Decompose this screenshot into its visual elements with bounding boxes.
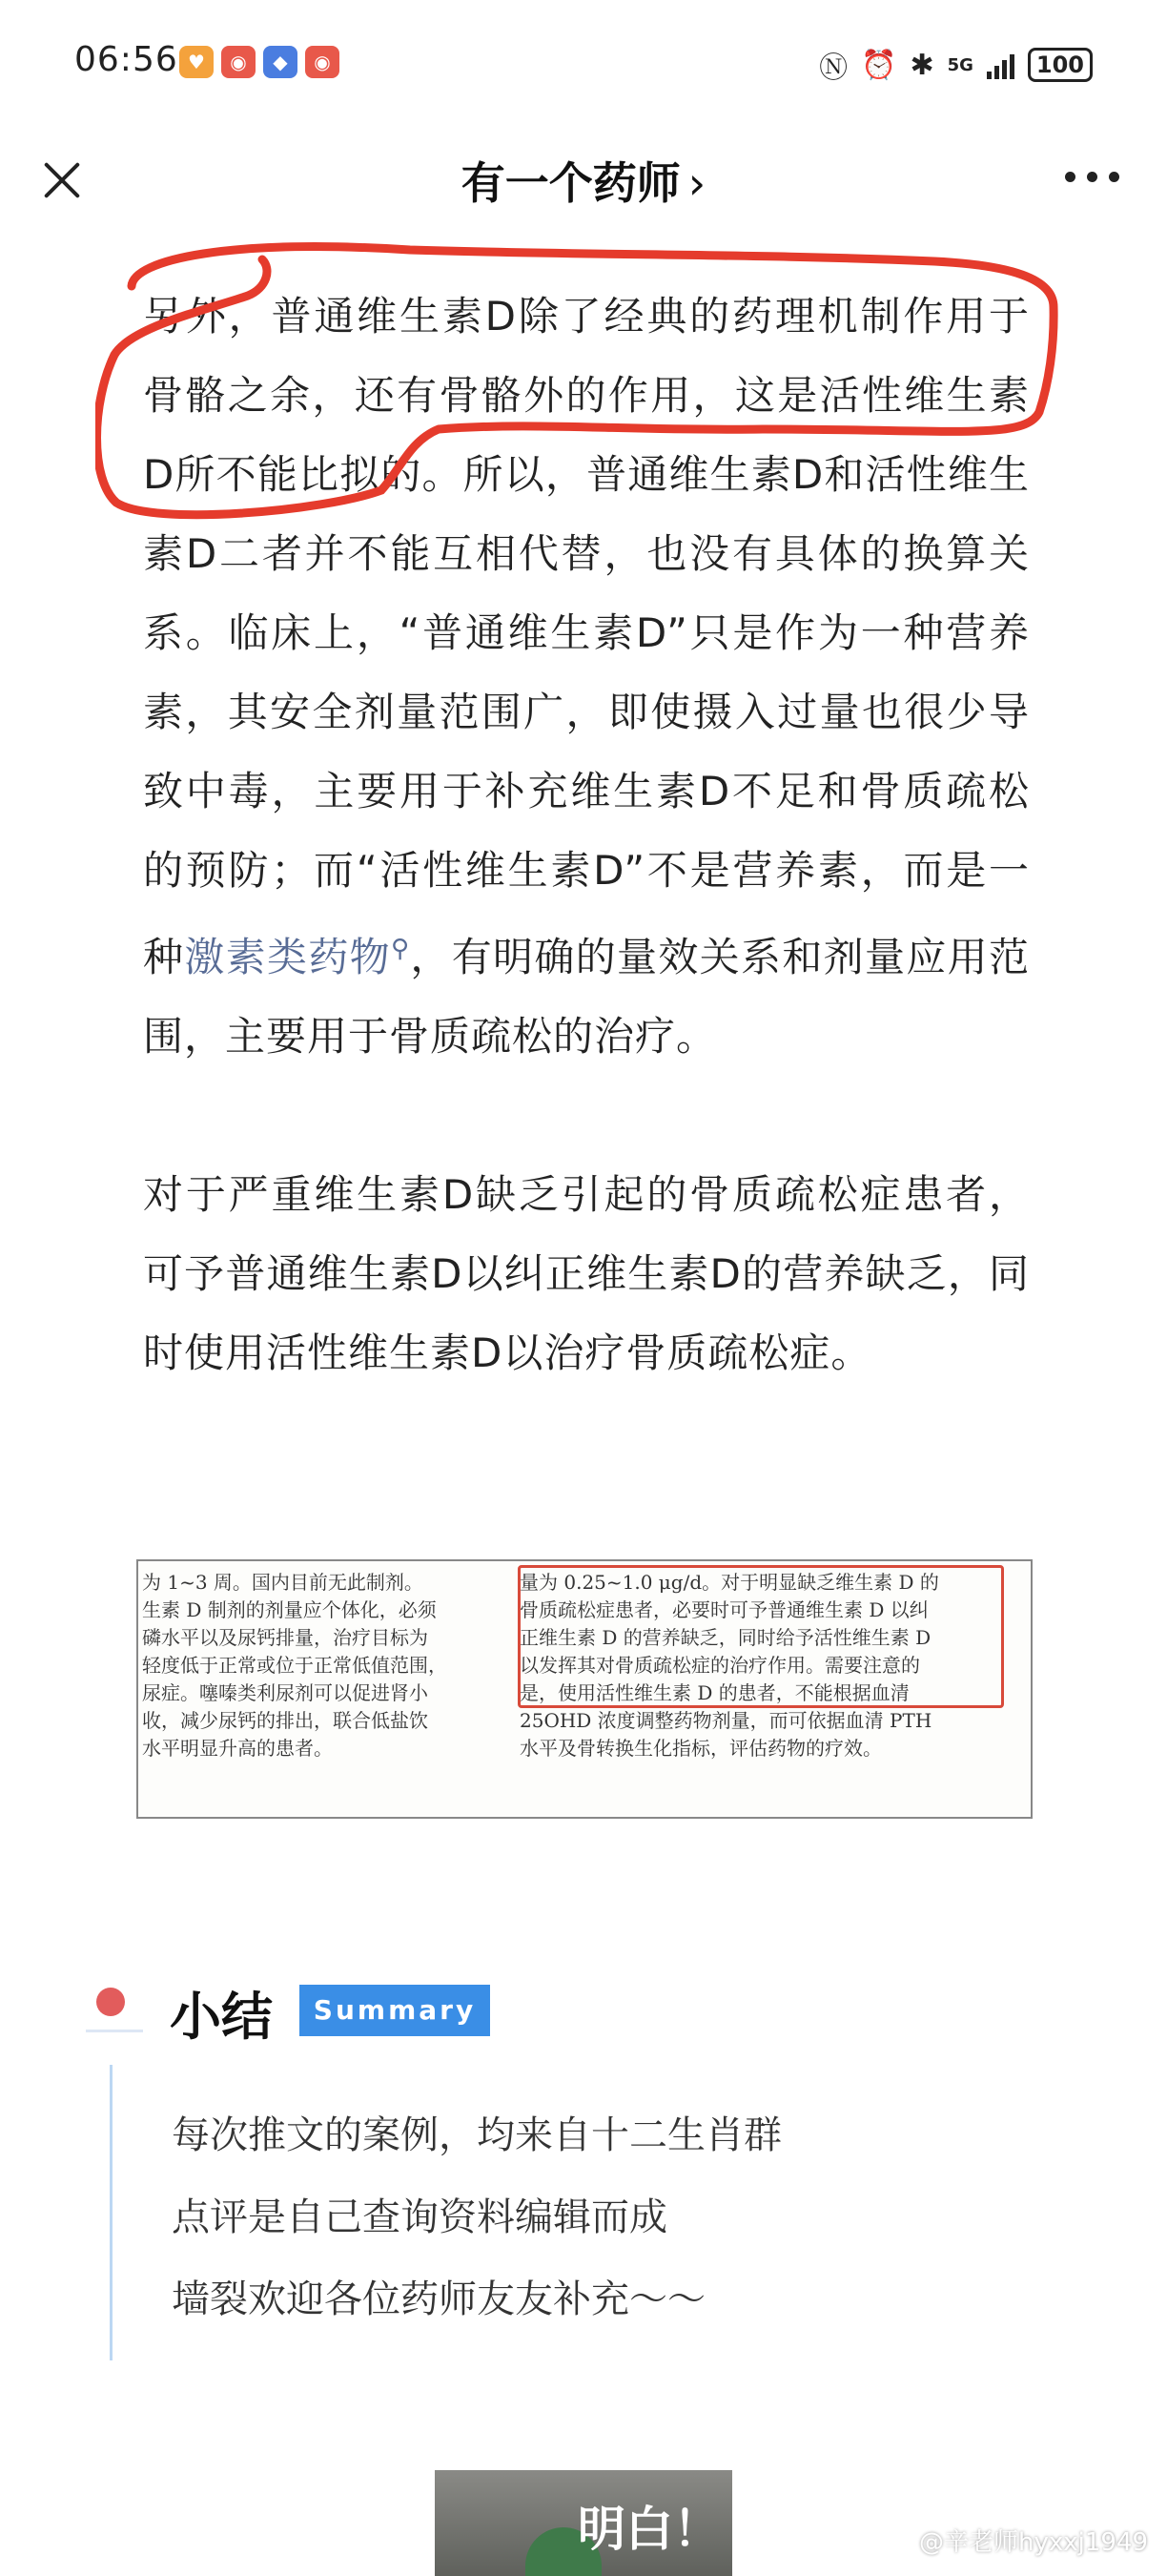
summary-badge: Summary <box>299 1985 490 2036</box>
bluetooth-icon: ✱ <box>910 48 934 82</box>
summary-list <box>172 2094 782 2340</box>
drug-link[interactable] <box>184 934 410 980</box>
notification-icons <box>179 46 339 78</box>
figure-line: 轻度低于正常或位于正常低值范围， <box>142 1654 447 1677</box>
account-title[interactable] <box>0 149 1167 212</box>
nfc-icon: Ⓝ <box>819 52 849 85</box>
summary-dot-icon <box>96 1988 125 2016</box>
figure-left-column <box>142 1569 523 1762</box>
chevron-right-icon: › <box>687 157 706 209</box>
status-time: 06:56 <box>74 40 178 79</box>
app-notification-icon: ♥ <box>179 46 214 78</box>
alarm-icon: ⏰ <box>861 48 897 82</box>
figure-line: 骨质疏松症患者，必要时可予普通维生素 D 以纠 <box>520 1598 929 1621</box>
account-name: 有一个药师 <box>461 157 681 209</box>
sticker-caption: 明白！ <box>578 2502 721 2557</box>
paragraph-text: ，有明确的量效关系和剂量应用范围，主要用于骨质疏松的治疗。 <box>143 934 1030 1060</box>
figure-line: 是，使用活性维生素 D 的患者，不能根据血清 <box>520 1681 910 1704</box>
figure-line: 水平明显升高的患者。 <box>142 1737 333 1760</box>
figure-line: 为 1~3 周。国内目前无此制剂。 <box>142 1571 423 1594</box>
figure-line: 以发挥其对骨质疏松症的治疗作用。需要注意的 <box>520 1654 920 1677</box>
link-text: 激素类药物 <box>184 934 391 980</box>
summary-line: 墙裂欢迎各位药师友友补充～～ <box>172 2277 706 2321</box>
figure-line: 尿症。噻嗪类利尿剂可以促进肾小 <box>142 1681 428 1704</box>
signal-icon <box>987 51 1014 79</box>
summary-title: 小结 <box>170 1987 273 2047</box>
summary-underline <box>86 2030 143 2032</box>
figure-line: 生素 D 制剂的剂量应个体化，必须 <box>142 1598 437 1621</box>
figure-line: 水平及骨转换生化指标，评估药物的疗效。 <box>520 1737 882 1760</box>
summary-divider <box>110 2065 113 2360</box>
paragraph-text: 另外，普通维生素D除了经典的药理机制作用于骨骼之余，还有骨骼外的作用，这是活性维生素D所不能比拟的。所以，普通维生素D和活性维生素D二者并不能互相代替，也没有具体的换算关系。临床上，“普通维生素D”只是作为一种营养素，其安全剂量范围广，即使摄入过量也很少导致中毒，主要用于补充维生素D不足和骨质疏松的预防；而“活性维生素D”不是营养素，而是一种 <box>143 293 1030 980</box>
status-bar <box>0 0 1167 124</box>
figure-line: 量为 0.25~1.0 μg/d。对于明显缺乏维生素 D 的 <box>520 1571 939 1594</box>
article-body <box>143 277 1030 1392</box>
more-icon[interactable] <box>1065 172 1119 182</box>
figure-line: 正维生素 D 的营养缺乏，同时给予活性维生素 D <box>520 1626 932 1649</box>
app-notification-icon: ◆ <box>263 46 297 78</box>
figure-line: 磷水平以及尿钙排量，治疗目标为 <box>142 1626 428 1649</box>
battery-icon: 100 <box>1028 48 1093 82</box>
paragraph: 对于严重维生素D缺乏引起的骨质疏松症患者，可予普通维生素D以纠正维生素D的营养缺乏，同时使用活性维生素D以治疗骨质疏松症。 <box>143 1171 1030 1376</box>
figure-line: 25OHD 浓度调整药物剂量，而可依据血清 PTH <box>520 1709 932 1732</box>
nav-bar <box>0 124 1167 248</box>
sticker-image[interactable] <box>435 2470 732 2576</box>
summary-line: 点评是自己查询资料编辑而成 <box>172 2195 667 2239</box>
document-figure[interactable] <box>136 1559 1033 1819</box>
search-icon: ⚲ <box>391 935 411 963</box>
figure-line: 收，减少尿钙的排出，联合低盐饮 <box>142 1709 428 1732</box>
network-type: 5G <box>947 54 973 75</box>
system-icons <box>819 44 1093 86</box>
figure-highlight-box <box>518 1565 1004 1708</box>
watermark: @辛老师hyxxj1949 <box>918 2528 1148 2557</box>
summary-line: 每次推文的案例，均来自十二生肖群 <box>172 2113 782 2157</box>
paragraph <box>143 277 1030 1076</box>
weibo-notification-icon: ◉ <box>221 46 256 78</box>
weibo-notification-icon: ◉ <box>305 46 339 78</box>
